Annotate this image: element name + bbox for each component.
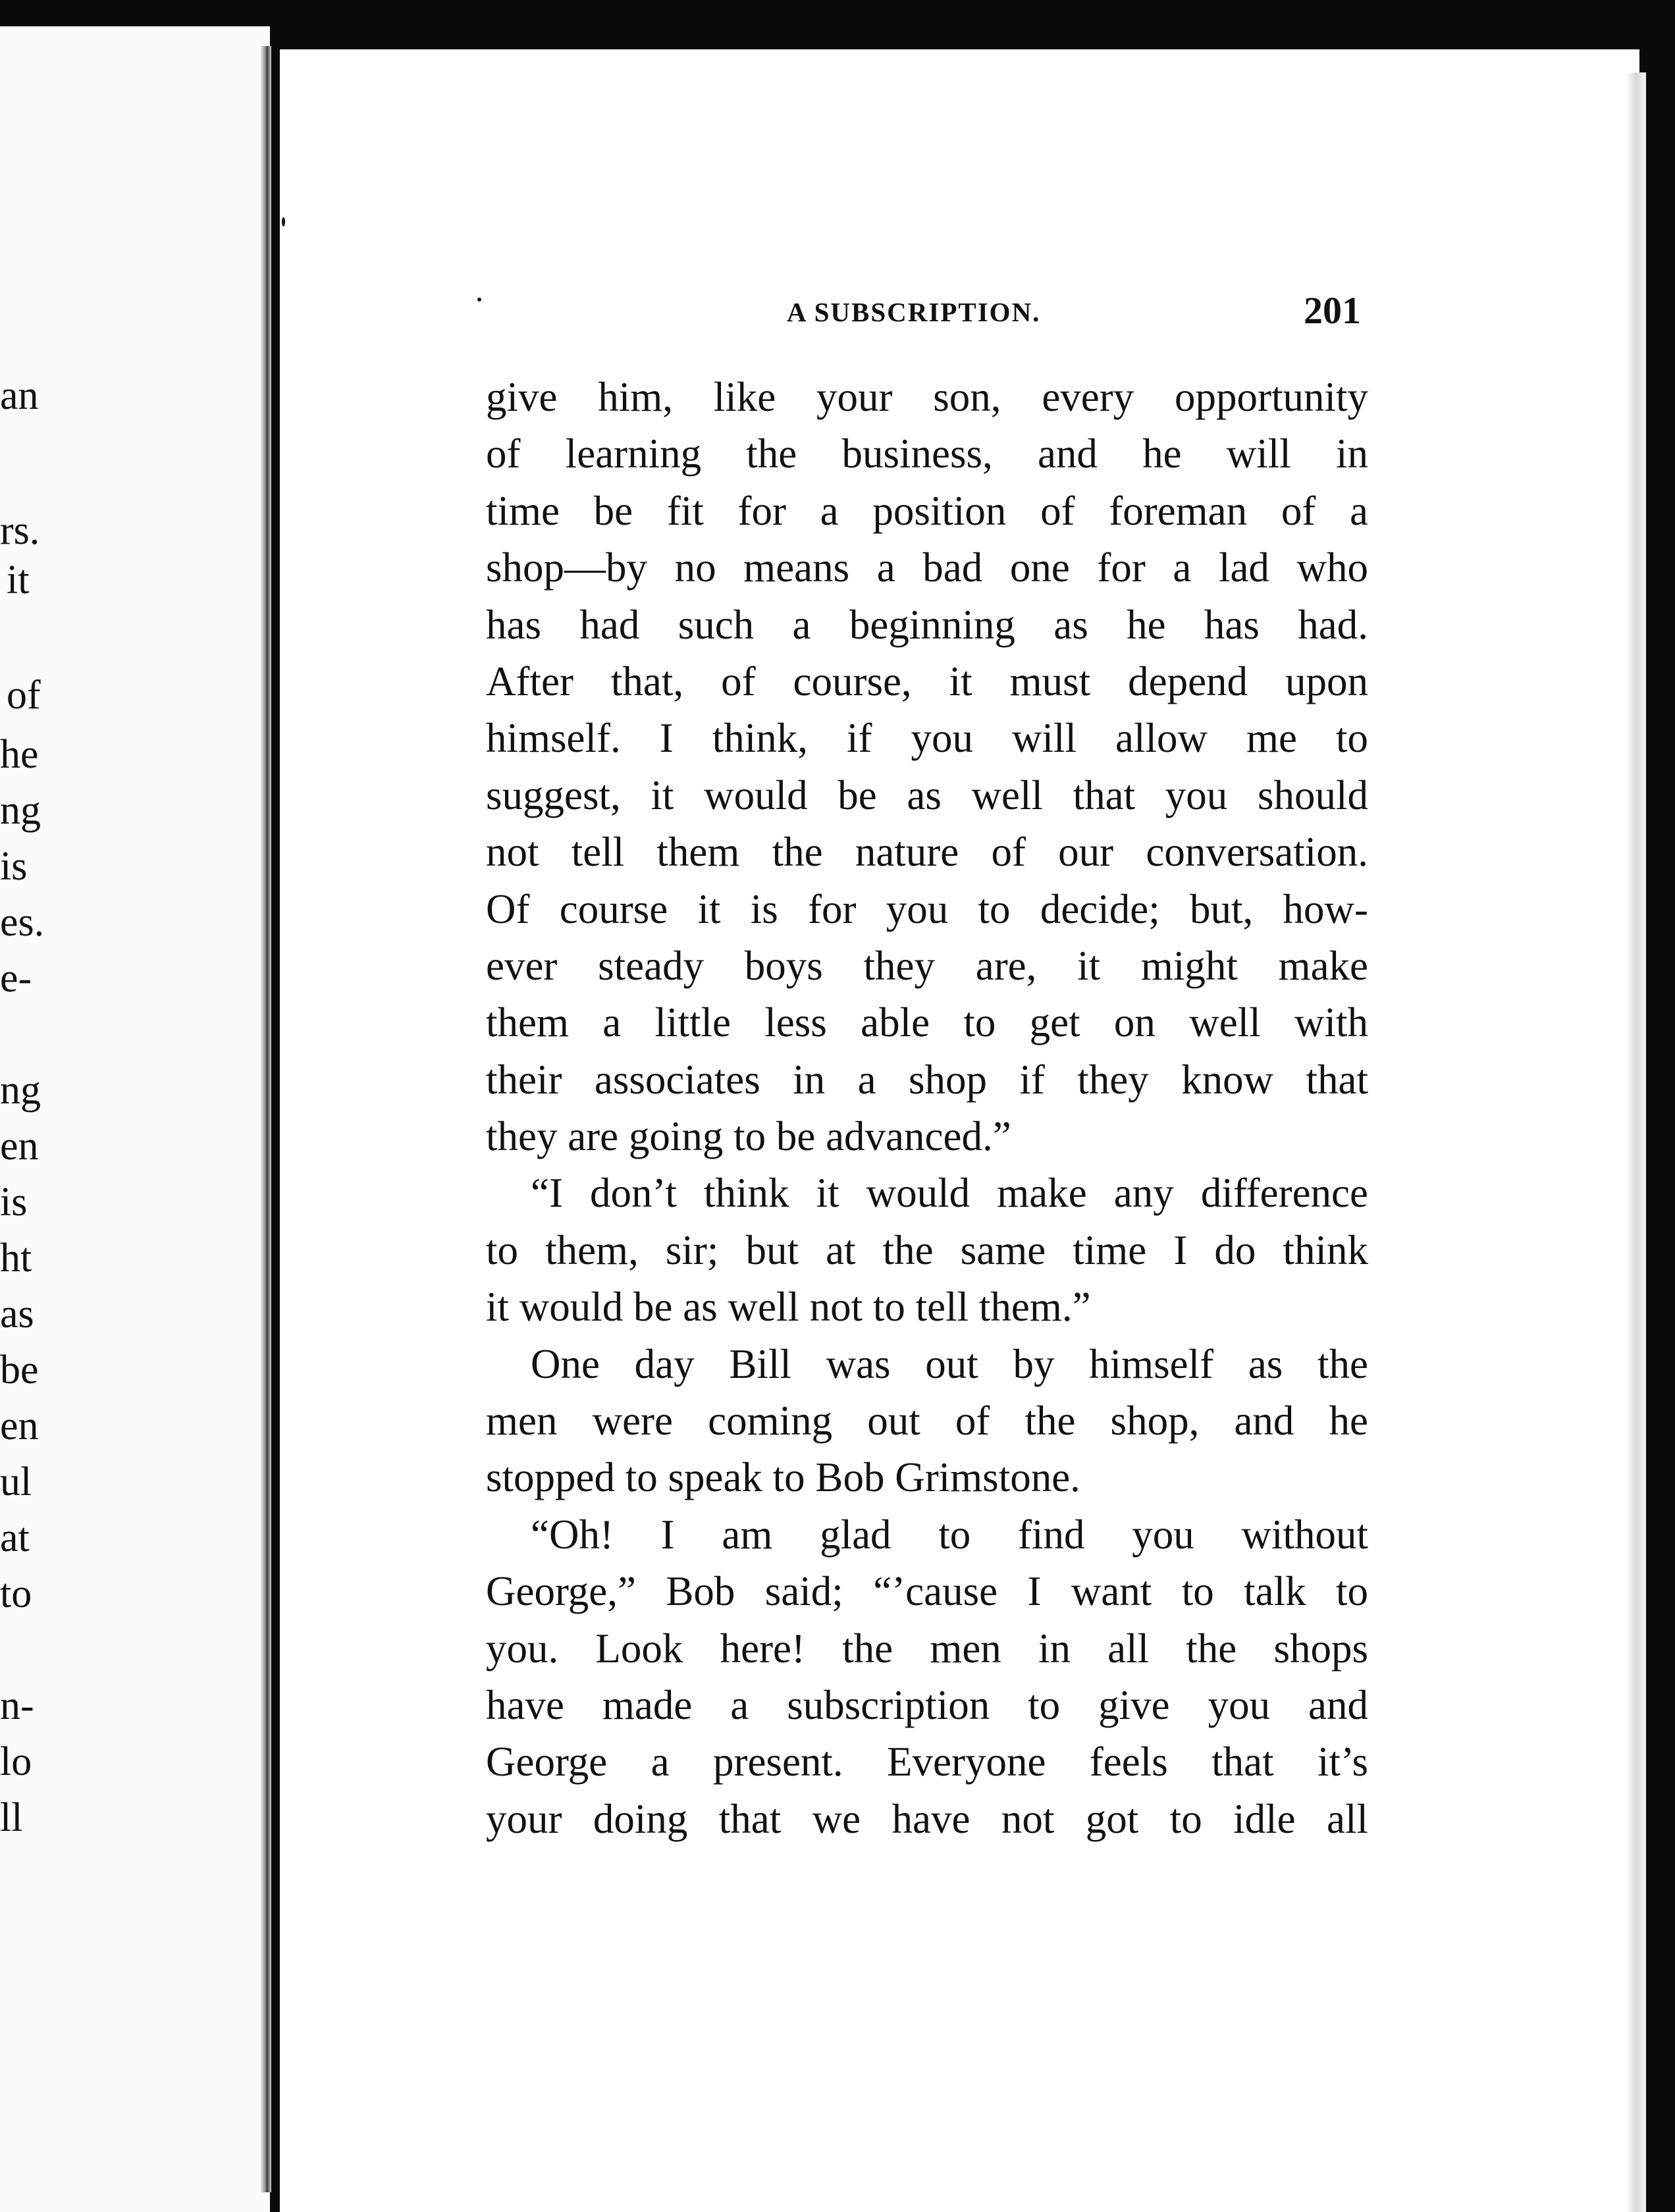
- left-fragment-17: ul: [0, 1460, 32, 1504]
- left-facing-page: [0, 26, 270, 2212]
- left-fragment-4: of: [7, 673, 41, 718]
- text-line: your doing that we have not got to idle all: [486, 1795, 1368, 1842]
- book-gutter: [261, 46, 271, 2192]
- text-line: to them, sir; but at the same time I do think: [486, 1226, 1368, 1273]
- left-fragment-6: ng: [0, 788, 41, 833]
- text-line: ever steady boys they are, it might make: [486, 942, 1368, 989]
- body-text: [486, 369, 1368, 1847]
- text-line: George a present. Everyone feels that it’s: [486, 1739, 1368, 1785]
- left-fragment-21: lo: [0, 1739, 32, 1784]
- text-line: himself. I think, if you will allow me to: [486, 715, 1368, 762]
- page-number: 201: [1304, 289, 1361, 332]
- text-line: Of course it is for you to decide; but, how-: [486, 885, 1368, 932]
- text-line: George,” Bob said; “’cause I want to talk to: [486, 1568, 1368, 1615]
- text-line: “Oh! I am glad to find you without: [531, 1511, 1368, 1558]
- text-line: have made a subscription to give you and: [486, 1681, 1368, 1728]
- left-fragment-18: at: [0, 1515, 30, 1560]
- left-fragment-22: ll: [0, 1795, 23, 1840]
- text-line: give him, like your son, every opportunity: [486, 374, 1368, 420]
- left-fragment-14: as: [0, 1292, 34, 1336]
- text-line: After that, of course, it must depend upon: [486, 658, 1368, 704]
- text-line: time be fit for a position of foreman of a: [486, 487, 1368, 534]
- left-fragment-16: en: [0, 1404, 39, 1448]
- left-fragment-20: n-: [0, 1683, 34, 1728]
- left-fragment-11: en: [0, 1124, 39, 1169]
- text-line: has had such a beginning as he has had.: [486, 601, 1368, 648]
- text-line: shop—by no means a bad one for a lad who: [486, 544, 1368, 591]
- left-fragment-1: an: [0, 373, 39, 418]
- running-title: A SUBSCRIPTION.: [787, 297, 1041, 327]
- left-fragment-8: es.: [0, 900, 45, 945]
- text-line: you. Look here! the men in all the shops: [486, 1625, 1368, 1672]
- left-fragment-9: e-: [0, 956, 32, 1001]
- text-line: them a little less able to get on well with: [486, 999, 1368, 1046]
- text-line: their associates in a shop if they know that: [486, 1056, 1368, 1103]
- scan-speck: [282, 217, 285, 226]
- left-fragment-19: to: [0, 1571, 32, 1616]
- left-fragment-10: ng: [0, 1068, 41, 1113]
- text-line: stopped to speak to Bob Grimstone.: [486, 1454, 1080, 1501]
- text-line: “I don’t think it would make any difference: [531, 1170, 1368, 1217]
- left-fragment-7: is: [0, 844, 28, 889]
- left-fragment-13: ht: [0, 1236, 32, 1280]
- text-line: men were coming out of the shop, and he: [486, 1398, 1368, 1444]
- text-line: it would be as well not to tell them.”: [486, 1284, 1091, 1330]
- text-line: they are going to be advanced.”: [486, 1113, 1011, 1160]
- text-line: suggest, it would be as well that you should: [486, 772, 1368, 818]
- text-line: One day Bill was out by himself as the: [531, 1340, 1368, 1387]
- left-fragment-12: is: [0, 1180, 28, 1224]
- left-fragment-15: be: [0, 1348, 39, 1392]
- left-fragment-5: he: [0, 732, 39, 777]
- scan-speck: [477, 298, 481, 302]
- text-line: not tell them the nature of our conversation.: [486, 829, 1368, 876]
- left-fragment-3: it: [7, 558, 30, 602]
- page-edge-shadow: [1626, 72, 1646, 2212]
- text-line: of learning the business, and he will in: [486, 431, 1368, 477]
- left-fragment-2: rs.: [0, 508, 40, 553]
